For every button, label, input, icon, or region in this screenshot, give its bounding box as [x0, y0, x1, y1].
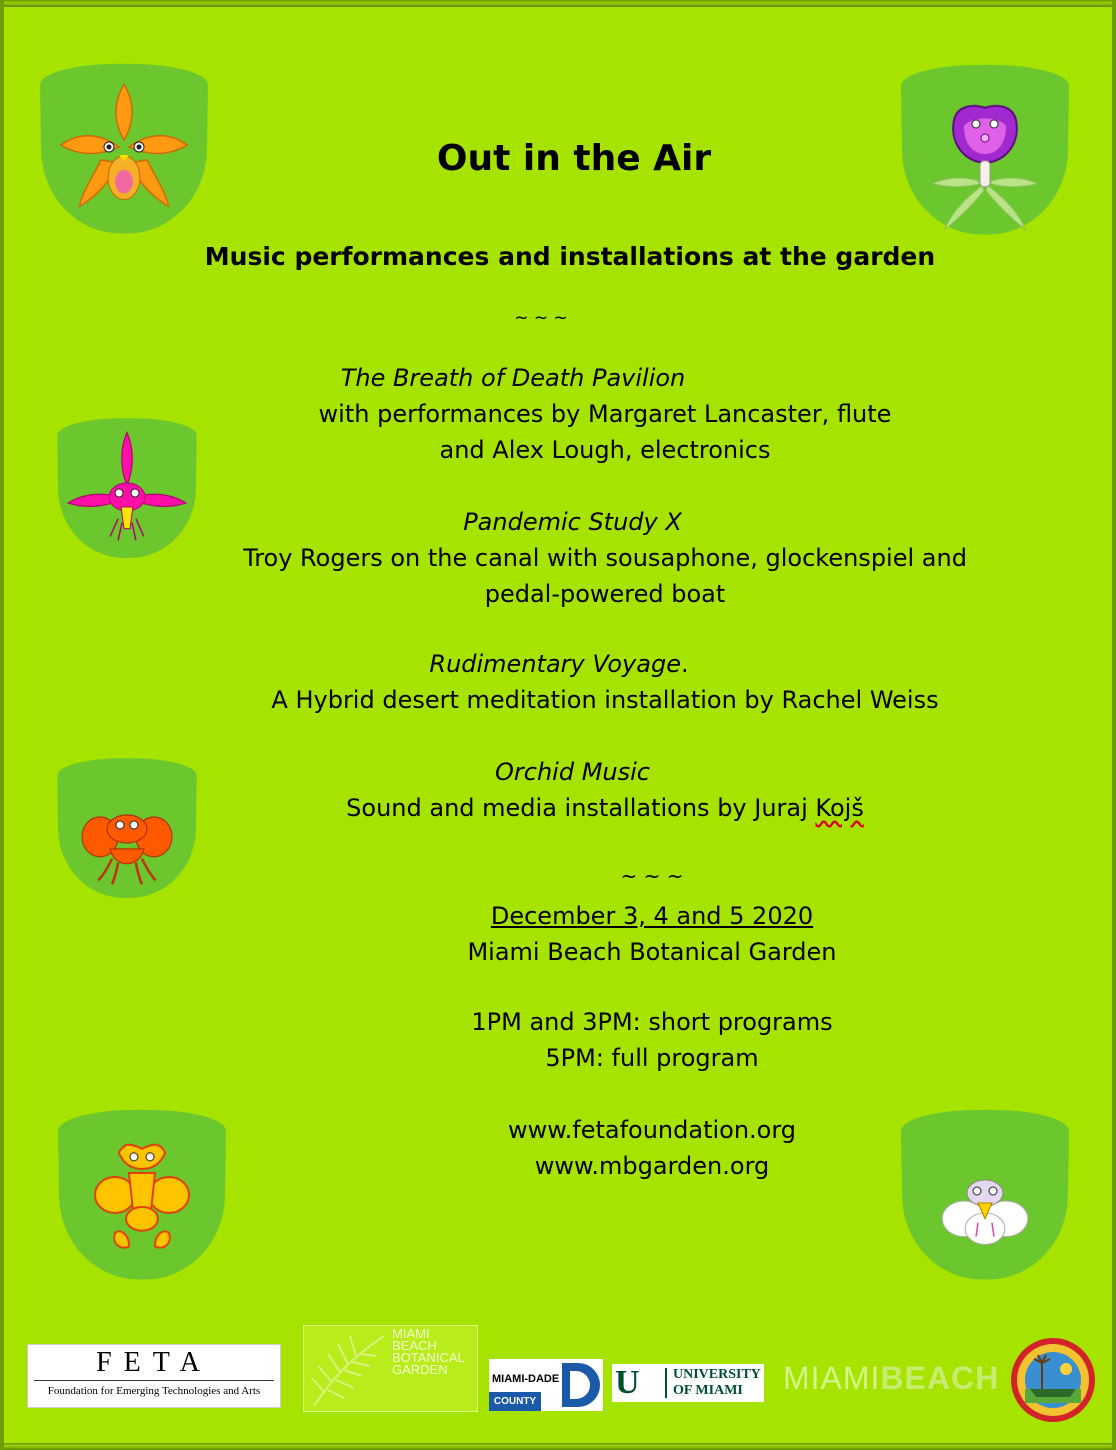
program-title: The Breath of Death Pavilion [340, 364, 686, 392]
program-title-period: . [680, 650, 689, 678]
website-link[interactable]: www.mbgarden.org [534, 1152, 770, 1180]
small-divider: ~ ~ ~ [514, 308, 568, 328]
feta-logo-subtitle: Foundation for Emerging Technologies and Arts [47, 1385, 261, 1397]
program-title: Rudimentary Voyage [429, 650, 681, 678]
program-description: and Alex Lough, electronics [439, 436, 771, 464]
event-details [94, 898, 1116, 1184]
spellcheck-flagged-word: Kojš [815, 794, 864, 822]
feta-logo [27, 1344, 281, 1408]
sponsor-logos [0, 1320, 1116, 1420]
page-subtitle: Music performances and installations at the garden [204, 242, 936, 271]
miami-dade-county: COUNTY [489, 1392, 541, 1411]
left-border [0, 0, 4, 1450]
university-name: UNIVERSITY OF MIAMI [673, 1367, 761, 1398]
university-of-miami-logo [612, 1364, 764, 1402]
event-schedule: 5PM: full program [545, 1044, 759, 1072]
program-description: pedal-powered boat [484, 580, 726, 608]
program-description: A Hybrid desert meditation installation by Rachel Weiss [271, 686, 939, 714]
feta-logo-wordmark: FETA [96, 1347, 212, 1378]
program-description: Sound and media installations by Juraj [346, 794, 816, 822]
program-item [0, 646, 1116, 718]
event-schedule: 1PM and 3PM: short programs [471, 1008, 833, 1036]
event-venue: Miami Beach Botanical Garden [467, 938, 837, 966]
florida-seal-icon [1010, 1337, 1096, 1423]
event-dates: December 3, 4 and 5 2020 [490, 902, 814, 930]
program-title: Pandemic Study X [463, 508, 682, 536]
website-link[interactable]: www.fetafoundation.org [507, 1116, 797, 1144]
program-item [0, 360, 1116, 468]
program-description: Troy Rogers on the canal with sousaphone, glockenspiel and [243, 544, 967, 572]
miami-dade-logo [489, 1359, 603, 1411]
program-item [0, 504, 1116, 612]
program-title: Orchid Music [495, 758, 650, 786]
miami-beach-logo: MIAMIBEACH [783, 1360, 1000, 1396]
botanical-garden-name: MIAMI BEACH BOTANICAL GARDEN [392, 1326, 465, 1377]
right-border [1112, 0, 1116, 1450]
miami-dade-name: MIAMI-DADE [492, 1373, 560, 1385]
program-description: with performances by Margaret Lancaster, flute [318, 400, 892, 428]
miami-dade-d-mark [562, 1363, 600, 1407]
page-title: Out in the Air [436, 138, 712, 179]
palm-leaf-icon [304, 1326, 390, 1411]
top-border [0, 0, 1116, 7]
botanical-garden-logo [303, 1325, 478, 1412]
u-mark-icon: U [615, 1364, 640, 1401]
divider: ~ ~ ~ [620, 864, 684, 888]
program-item [0, 754, 1116, 826]
bottom-border [0, 1443, 1116, 1450]
